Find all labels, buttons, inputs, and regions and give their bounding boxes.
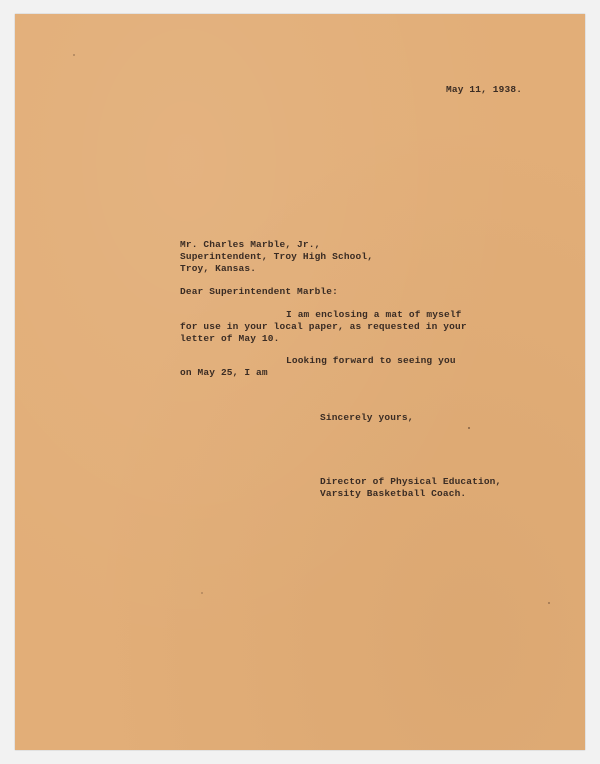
body-paragraph-1-line-1: I am enclosing a mat of myself [286,309,462,320]
paper-speck [73,54,75,56]
paper-speck [201,592,203,594]
body-paragraph-2-line-1: Looking forward to seeing you [286,355,456,366]
recipient-location: Troy, Kansas. [180,263,257,274]
complimentary-close: Sincerely yours, [320,412,414,423]
body-paragraph-2-line-2: on May 25, I am [180,367,268,378]
body-paragraph-1-line-2: for use in your local paper, as requested in your [180,321,467,332]
signature-title-line-1: Director of Physical Education, [320,476,502,487]
paper-speck [468,427,470,429]
signature-title-line-2: Varsity Basketball Coach. [320,488,467,499]
paper-speck [548,602,550,604]
body-paragraph-1-line-3: letter of May 10. [180,333,280,344]
letter-date: May 11, 1938. [446,84,523,95]
salutation: Dear Superintendent Marble: [180,286,338,297]
letter-page [15,14,585,750]
recipient-title: Superintendent, Troy High School, [180,251,374,262]
recipient-name: Mr. Charles Marble, Jr., [180,239,321,250]
